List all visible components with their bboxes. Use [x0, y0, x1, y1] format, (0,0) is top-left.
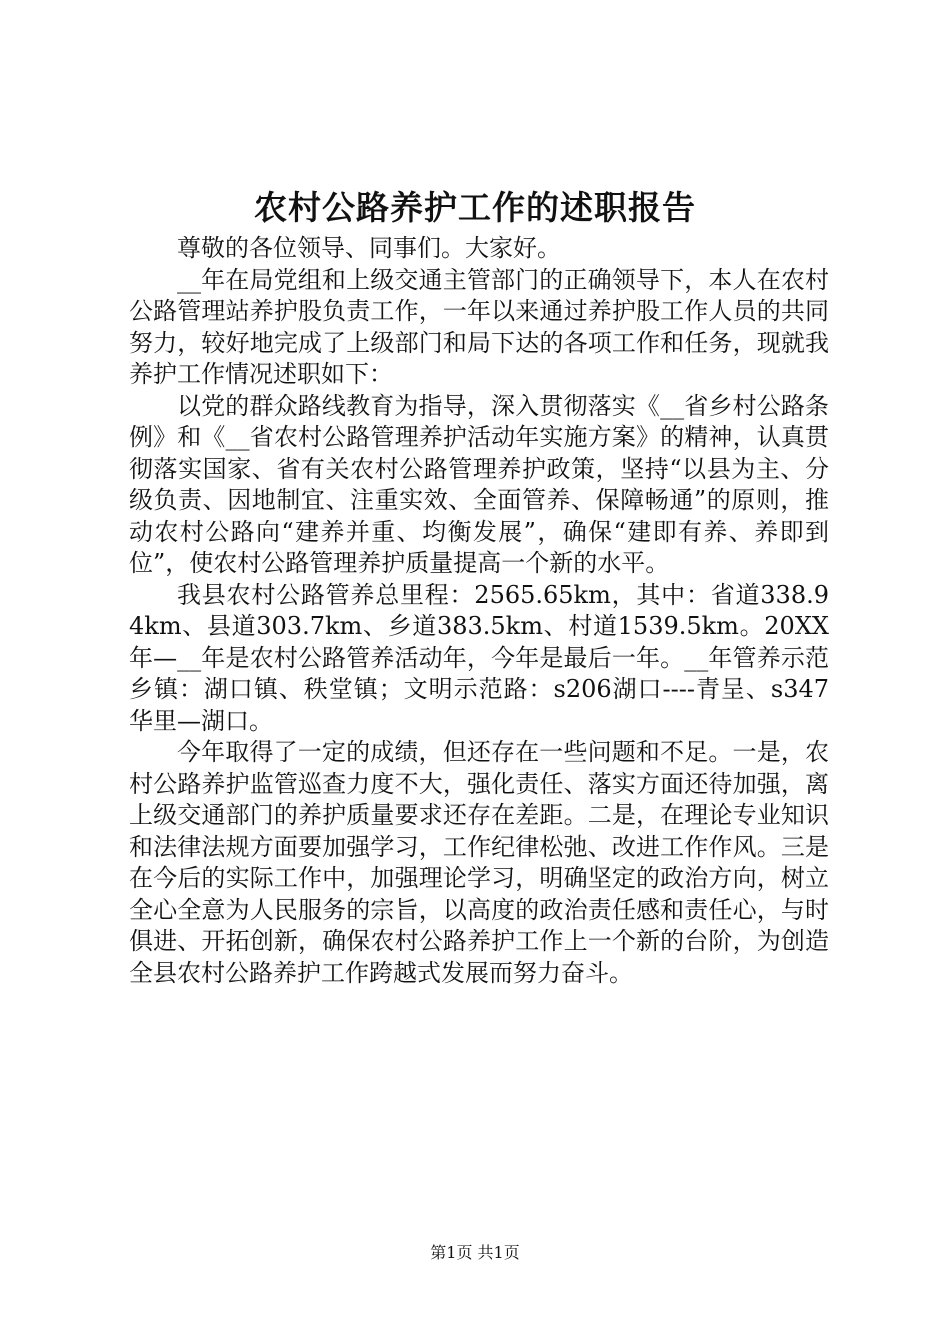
guidance-paragraph: 以党的群众路线教育为指导，深入贯彻落实《__省乡村公路条例》和《__省农村公路管理养护活动年实施方案》的精神，认真贯彻落实国家、省有关农村公路管理养护政策，坚持“以县为主、分级负责、因地制宜、注重实效、全面管养、保障畅通”的原则，推动农村公路向“建养并重、均衡发展”，确保“建即有养、养即到位”，使农村公路管理养护质量提高一个新的水平。	[129, 391, 829, 577]
document-body	[129, 233, 829, 989]
intro-paragraph: __年在局党组和上级交通主管部门的正确领导下，本人在农村公路管理站养护股负责工作，一年以来通过养护股工作人员的共同努力，较好地完成了上级部门和局下达的各项工作和任务，现就我养护工作情况述职如下：	[129, 265, 829, 388]
shortcomings-paragraph: 今年取得了一定的成绩，但还存在一些问题和不足。一是，农村公路养护监管巡查力度不大，强化责任、落实方面还待加强，离上级交通部门的养护质量要求还存在差距。二是，在理论专业知识和法律法规方面要加强学习，工作纪律松弛、改进工作作风。三是在今后的实际工作中，加强理论学习，明确坚定的政治方向，树立全心全意为人民服务的宗旨，以高度的政治责任感和责任心，与时俱进、开拓创新，确保农村公路养护工作上一个新的台阶，为创造全县农村公路养护工作跨越式发展而努力奋斗。	[129, 738, 829, 987]
document-title: 农村公路养护工作的述职报告	[254, 188, 696, 227]
mileage-paragraph: 我县农村公路管养总里程：2565.65km，其中：省道338.94km、县道303.7km、乡道383.5km、村道1539.5km。20XX年—__年是农村公路管养活动年，今年是最后一年。__年管养示范乡镇：湖口镇、秩堂镇；文明示范路：s206湖口----青呈、s347华里—湖口。	[129, 580, 829, 735]
page-footer: 第1页 共1页	[430, 1243, 520, 1262]
greeting-paragraph: 尊敬的各位领导、同事们。大家好。	[177, 234, 561, 262]
